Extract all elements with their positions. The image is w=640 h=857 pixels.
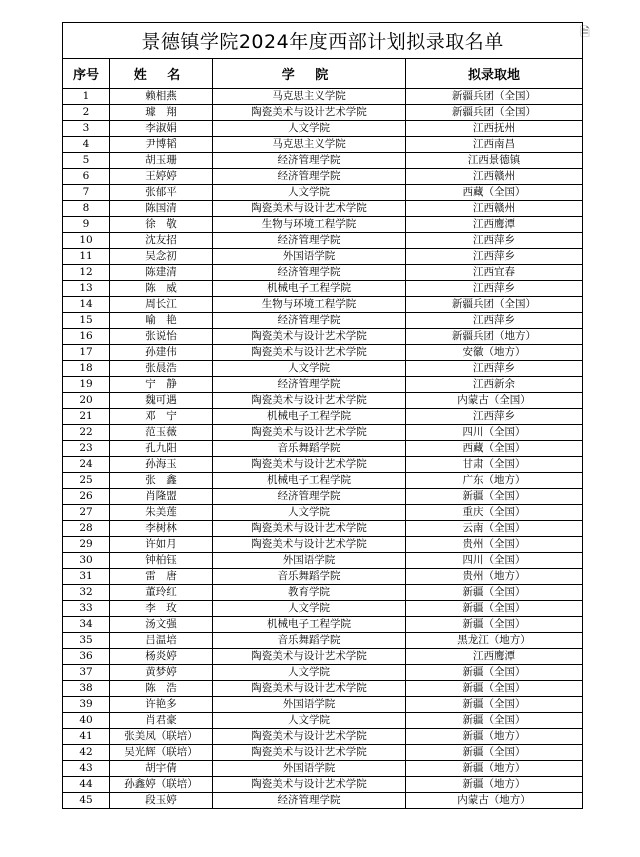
table-row	[63, 521, 583, 537]
cell-college: 外国语学院	[213, 553, 406, 569]
table-row	[63, 345, 583, 361]
cell-name: 陈 威	[110, 281, 213, 297]
cell-no: 10	[63, 233, 110, 249]
table-row	[63, 649, 583, 665]
cell-location: 内蒙古（全国）	[406, 393, 583, 409]
cell-college: 陶瓷美术与设计艺术学院	[213, 105, 406, 121]
cell-college: 人文学院	[213, 121, 406, 137]
cell-college: 经济管理学院	[213, 169, 406, 185]
cell-location: 新疆（全国）	[406, 665, 583, 681]
cell-name: 杨炎婷	[110, 649, 213, 665]
cell-no: 18	[63, 361, 110, 377]
cell-name: 肖君豪	[110, 713, 213, 729]
cell-no: 1	[63, 89, 110, 105]
table-row	[63, 505, 583, 521]
cell-name: 张说怡	[110, 329, 213, 345]
table-row	[63, 617, 583, 633]
cell-college: 陶瓷美术与设计艺术学院	[213, 777, 406, 793]
cell-no: 42	[63, 745, 110, 761]
table-row	[63, 745, 583, 761]
cell-name: 李树林	[110, 521, 213, 537]
cell-college: 机械电子工程学院	[213, 281, 406, 297]
table-row	[63, 681, 583, 697]
cell-location: 江西赣州	[406, 169, 583, 185]
cell-no: 24	[63, 457, 110, 473]
cell-location: 新疆（全国）	[406, 697, 583, 713]
cell-college: 机械电子工程学院	[213, 409, 406, 425]
cell-college: 人文学院	[213, 665, 406, 681]
table-row	[63, 761, 583, 777]
cell-name: 吕温培	[110, 633, 213, 649]
page-title: 景德镇学院2024年度西部计划拟录取名单	[63, 23, 583, 59]
table-row	[63, 601, 583, 617]
cell-college: 经济管理学院	[213, 377, 406, 393]
cell-location: 江西萍乡	[406, 233, 583, 249]
cell-college: 陶瓷美术与设计艺术学院	[213, 745, 406, 761]
cell-college: 陶瓷美术与设计艺术学院	[213, 329, 406, 345]
table-row	[63, 121, 583, 137]
cell-location: 新疆（地方）	[406, 777, 583, 793]
cell-no: 30	[63, 553, 110, 569]
cell-location: 重庆（全国）	[406, 505, 583, 521]
cell-no: 17	[63, 345, 110, 361]
table-row	[63, 729, 583, 745]
table-row	[63, 713, 583, 729]
cell-location: 江西萍乡	[406, 249, 583, 265]
cell-no: 33	[63, 601, 110, 617]
table-row	[63, 89, 583, 105]
table-row	[63, 585, 583, 601]
cell-college: 经济管理学院	[213, 153, 406, 169]
cell-name: 吴光辉（联培）	[110, 745, 213, 761]
cell-location: 新疆（地方）	[406, 761, 583, 777]
cell-name: 董玲红	[110, 585, 213, 601]
table-row	[63, 553, 583, 569]
cell-location: 江西鹰潭	[406, 217, 583, 233]
cell-name: 魏可遇	[110, 393, 213, 409]
cell-location: 甘肃（全国）	[406, 457, 583, 473]
cell-no: 36	[63, 649, 110, 665]
cell-college: 人文学院	[213, 505, 406, 521]
cell-college: 生物与环境工程学院	[213, 297, 406, 313]
table-row	[63, 777, 583, 793]
cell-name: 张 鑫	[110, 473, 213, 489]
table-row	[63, 105, 583, 121]
cell-location: 新疆（地方）	[406, 729, 583, 745]
cell-location: 四川（全国）	[406, 425, 583, 441]
cell-college: 人文学院	[213, 361, 406, 377]
cell-no: 4	[63, 137, 110, 153]
cell-college: 外国语学院	[213, 697, 406, 713]
table-row	[63, 665, 583, 681]
cell-location: 西藏（全国）	[406, 185, 583, 201]
cell-no: 44	[63, 777, 110, 793]
header-location: 拟录取地	[406, 59, 583, 89]
table-row	[63, 153, 583, 169]
cell-name: 许艳多	[110, 697, 213, 713]
cell-college: 经济管理学院	[213, 793, 406, 809]
cell-no: 8	[63, 201, 110, 217]
cell-name: 段玉婷	[110, 793, 213, 809]
cell-college: 陶瓷美术与设计艺术学院	[213, 649, 406, 665]
cell-college: 机械电子工程学院	[213, 473, 406, 489]
cell-no: 20	[63, 393, 110, 409]
table-row	[63, 425, 583, 441]
header-college: 学 院	[213, 59, 406, 89]
table-row	[63, 377, 583, 393]
cell-location: 江西鹰潭	[406, 649, 583, 665]
table-row	[63, 697, 583, 713]
cell-location: 广东（地方）	[406, 473, 583, 489]
cell-name: 胡宇倩	[110, 761, 213, 777]
cell-no: 14	[63, 297, 110, 313]
cell-no: 7	[63, 185, 110, 201]
cell-no: 23	[63, 441, 110, 457]
cell-location: 江西南昌	[406, 137, 583, 153]
cell-name: 孔九阳	[110, 441, 213, 457]
cell-college: 陶瓷美术与设计艺术学院	[213, 729, 406, 745]
cell-no: 2	[63, 105, 110, 121]
cell-location: 江西赣州	[406, 201, 583, 217]
cell-college: 教育学院	[213, 585, 406, 601]
header-no: 序号	[63, 59, 110, 89]
cell-location: 黑龙江（地方）	[406, 633, 583, 649]
cell-name: 陈建清	[110, 265, 213, 281]
cell-location: 新疆（全国）	[406, 617, 583, 633]
cell-college: 陶瓷美术与设计艺术学院	[213, 537, 406, 553]
document-icon: 🗎	[580, 25, 590, 39]
cell-name: 胡玉珊	[110, 153, 213, 169]
cell-college: 机械电子工程学院	[213, 617, 406, 633]
cell-name: 王婷婷	[110, 169, 213, 185]
cell-college: 人文学院	[213, 713, 406, 729]
cell-college: 陶瓷美术与设计艺术学院	[213, 425, 406, 441]
table-row	[63, 489, 583, 505]
header-row	[63, 59, 583, 89]
cell-name: 黄梦婷	[110, 665, 213, 681]
cell-college: 音乐舞蹈学院	[213, 633, 406, 649]
cell-college: 陶瓷美术与设计艺术学院	[213, 457, 406, 473]
cell-no: 29	[63, 537, 110, 553]
cell-no: 11	[63, 249, 110, 265]
table-row	[63, 249, 583, 265]
cell-name: 张郁平	[110, 185, 213, 201]
cell-name: 孙海玉	[110, 457, 213, 473]
cell-no: 41	[63, 729, 110, 745]
cell-name: 朱美莲	[110, 505, 213, 521]
cell-no: 12	[63, 265, 110, 281]
cell-no: 38	[63, 681, 110, 697]
cell-college: 外国语学院	[213, 761, 406, 777]
cell-location: 安徽（地方）	[406, 345, 583, 361]
cell-location: 江西萍乡	[406, 281, 583, 297]
cell-location: 新疆（全国）	[406, 489, 583, 505]
table-row	[63, 457, 583, 473]
cell-location: 新疆（全国）	[406, 713, 583, 729]
cell-college: 陶瓷美术与设计艺术学院	[213, 345, 406, 361]
cell-location: 江西萍乡	[406, 409, 583, 425]
table-row	[63, 233, 583, 249]
cell-name: 孙建伟	[110, 345, 213, 361]
cell-name: 喻 艳	[110, 313, 213, 329]
cell-college: 音乐舞蹈学院	[213, 441, 406, 457]
cell-college: 生物与环境工程学院	[213, 217, 406, 233]
cell-no: 28	[63, 521, 110, 537]
cell-no: 16	[63, 329, 110, 345]
table-row	[63, 297, 583, 313]
cell-no: 19	[63, 377, 110, 393]
cell-name: 范玉薇	[110, 425, 213, 441]
table-row	[63, 361, 583, 377]
cell-college: 经济管理学院	[213, 233, 406, 249]
cell-location: 江西宜春	[406, 265, 583, 281]
cell-college: 外国语学院	[213, 249, 406, 265]
cell-name: 肖隆盟	[110, 489, 213, 505]
cell-college: 陶瓷美术与设计艺术学院	[213, 521, 406, 537]
cell-name: 赖相燕	[110, 89, 213, 105]
cell-location: 新疆兵团（全国）	[406, 89, 583, 105]
cell-name: 雷 唐	[110, 569, 213, 585]
cell-no: 40	[63, 713, 110, 729]
cell-no: 34	[63, 617, 110, 633]
cell-no: 39	[63, 697, 110, 713]
cell-location: 江西景德镇	[406, 153, 583, 169]
cell-location: 新疆（全国）	[406, 585, 583, 601]
table-row	[63, 137, 583, 153]
table-row	[63, 265, 583, 281]
cell-college: 人文学院	[213, 601, 406, 617]
cell-name: 徐 敬	[110, 217, 213, 233]
table-row	[63, 409, 583, 425]
cell-location: 四川（全国）	[406, 553, 583, 569]
cell-college: 人文学院	[213, 185, 406, 201]
cell-name: 宁 静	[110, 377, 213, 393]
cell-location: 西藏（全国）	[406, 441, 583, 457]
cell-college: 经济管理学院	[213, 313, 406, 329]
cell-location: 贵州（全国）	[406, 537, 583, 553]
table-row	[63, 329, 583, 345]
cell-name: 陈国清	[110, 201, 213, 217]
cell-college: 马克思主义学院	[213, 137, 406, 153]
cell-name: 周长江	[110, 297, 213, 313]
cell-no: 13	[63, 281, 110, 297]
cell-name: 汤文强	[110, 617, 213, 633]
cell-no: 45	[63, 793, 110, 809]
admission-table	[62, 22, 583, 809]
cell-college: 经济管理学院	[213, 489, 406, 505]
table-row	[63, 313, 583, 329]
cell-location: 江西萍乡	[406, 313, 583, 329]
cell-location: 贵州（地方）	[406, 569, 583, 585]
cell-no: 5	[63, 153, 110, 169]
cell-college: 音乐舞蹈学院	[213, 569, 406, 585]
table-row	[63, 169, 583, 185]
cell-no: 31	[63, 569, 110, 585]
cell-location: 云南（全国）	[406, 521, 583, 537]
cell-college: 陶瓷美术与设计艺术学院	[213, 681, 406, 697]
cell-name: 陈 浩	[110, 681, 213, 697]
cell-no: 27	[63, 505, 110, 521]
cell-no: 15	[63, 313, 110, 329]
table-row	[63, 633, 583, 649]
cell-location: 新疆兵团（地方）	[406, 329, 583, 345]
cell-no: 9	[63, 217, 110, 233]
cell-name: 钟柏钰	[110, 553, 213, 569]
cell-college: 马克思主义学院	[213, 89, 406, 105]
cell-name: 李淑娟	[110, 121, 213, 137]
cell-name: 孙鑫婷（联培）	[110, 777, 213, 793]
table-row	[63, 569, 583, 585]
cell-name: 璩 翔	[110, 105, 213, 121]
cell-location: 江西抚州	[406, 121, 583, 137]
cell-no: 37	[63, 665, 110, 681]
cell-location: 内蒙古（地方）	[406, 793, 583, 809]
cell-location: 江西新余	[406, 377, 583, 393]
cell-location: 新疆兵团（全国）	[406, 105, 583, 121]
cell-location: 新疆（全国）	[406, 601, 583, 617]
cell-name: 张美凤（联培）	[110, 729, 213, 745]
table-row	[63, 441, 583, 457]
cell-name: 尹博韬	[110, 137, 213, 153]
table-row	[63, 281, 583, 297]
table-row	[63, 793, 583, 809]
cell-name: 李 玫	[110, 601, 213, 617]
header-name: 姓 名	[110, 59, 213, 89]
table-row	[63, 185, 583, 201]
cell-name: 吴念初	[110, 249, 213, 265]
cell-name: 邓 宁	[110, 409, 213, 425]
cell-location: 新疆（全国）	[406, 681, 583, 697]
cell-no: 35	[63, 633, 110, 649]
cell-college: 陶瓷美术与设计艺术学院	[213, 393, 406, 409]
cell-college: 陶瓷美术与设计艺术学院	[213, 201, 406, 217]
cell-no: 25	[63, 473, 110, 489]
table-row	[63, 201, 583, 217]
table-row	[63, 217, 583, 233]
table-row	[63, 537, 583, 553]
cell-name: 许如月	[110, 537, 213, 553]
table-row	[63, 473, 583, 489]
cell-name: 张晨浩	[110, 361, 213, 377]
cell-location: 江西萍乡	[406, 361, 583, 377]
table-row	[63, 393, 583, 409]
cell-no: 26	[63, 489, 110, 505]
cell-no: 3	[63, 121, 110, 137]
cell-no: 43	[63, 761, 110, 777]
cell-no: 22	[63, 425, 110, 441]
cell-location: 新疆兵团（全国）	[406, 297, 583, 313]
cell-no: 32	[63, 585, 110, 601]
cell-no: 6	[63, 169, 110, 185]
cell-no: 21	[63, 409, 110, 425]
cell-location: 新疆（全国）	[406, 745, 583, 761]
cell-college: 经济管理学院	[213, 265, 406, 281]
cell-name: 沈友招	[110, 233, 213, 249]
